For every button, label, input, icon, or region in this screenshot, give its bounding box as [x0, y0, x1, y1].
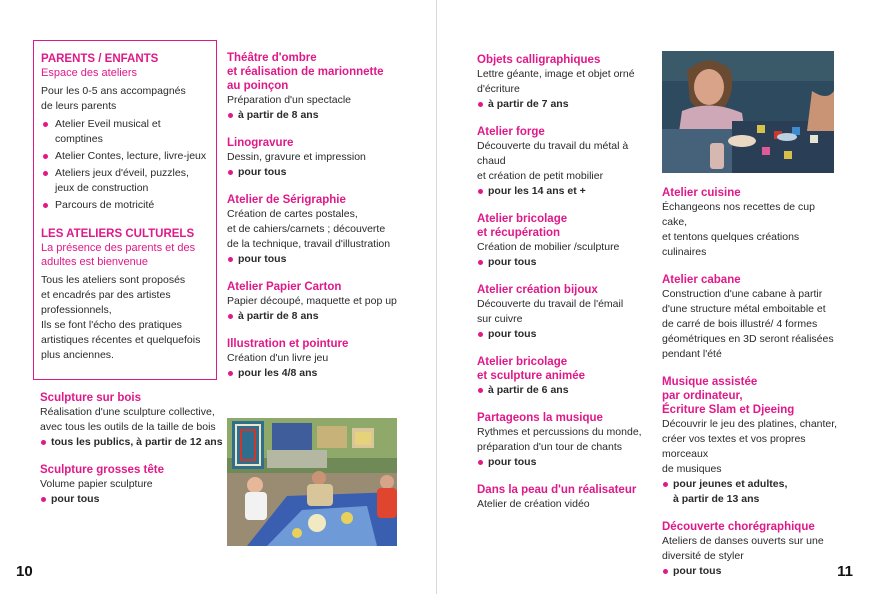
intro-line: Pour les 0-5 ans accompagnés [41, 85, 186, 97]
subtitle-line: adultes est bienvenue [41, 256, 149, 268]
workshop-title: Atelier cuisine [662, 187, 741, 199]
workshop-crafts-photo [662, 51, 834, 173]
text-line: et encadrés par des artistes [41, 289, 171, 301]
page-number-right: 11 [837, 563, 853, 580]
workshop-audience: à partir de 7 ans [477, 97, 657, 112]
workshop-audience: pour tous [477, 455, 657, 470]
workshop-title: et réalisation de marionnette [227, 66, 384, 78]
workshop-description: avec tous les outils de la taille de bois [40, 421, 216, 433]
workshop-title: Découverte chorégraphique [662, 521, 815, 533]
workshop-item [40, 463, 225, 507]
workshop-item [40, 391, 225, 450]
list-item: Atelier Eveil musical et comptines [41, 117, 209, 147]
workshop-audience: pour tous [227, 165, 427, 180]
workshop-title: Objets calligraphiques [477, 54, 601, 66]
workshop-description: Atelier de création vidéo [477, 498, 590, 510]
workshop-title: Illustration et pointure [227, 338, 349, 350]
workshop-description: Création de mobilier /sculpture [477, 241, 620, 253]
workshop-title: par ordinateur, [662, 390, 743, 402]
workshop-title: Musique assistée [662, 376, 758, 388]
workshop-audience: à partir de 8 ans [227, 309, 427, 324]
workshop-item [227, 337, 427, 381]
workshop-item [477, 411, 657, 470]
list-item: Atelier Contes, lecture, livre-jeux [41, 149, 209, 164]
page-number-left: 10 [16, 563, 33, 580]
text-line: artistiques récentes et quelquefois [41, 334, 201, 346]
workshop-description: Volume papier sculpture [40, 478, 153, 490]
left-page [0, 0, 436, 594]
workshop-title: Partageons la musique [477, 412, 603, 424]
workshop-description: Découverte du travail du métal à chaud [477, 140, 629, 167]
workshop-description: préparation d'un tour de chants [477, 441, 623, 453]
right-column-2 [662, 186, 842, 592]
workshop-title: Atelier création bijoux [477, 284, 598, 296]
workshop-description: sur cuivre [477, 313, 523, 325]
workshop-description: Réalisation d'une sculpture collective, [40, 406, 215, 418]
parents-subtitle: Espace des ateliers [41, 67, 137, 79]
list-item-text: jeux de construction [55, 182, 149, 194]
workshop-title: au poinçon [227, 80, 289, 92]
workshop-description: d'écriture [477, 83, 520, 95]
workshop-description: de musiques [662, 463, 722, 475]
left-column-2 [227, 51, 427, 394]
workshop-description: diversité de styler [662, 550, 744, 562]
workshop-audience: tous les publics, à partir de 12 ans [40, 435, 225, 450]
workshop-description: pendant l'été [662, 348, 722, 360]
right-page [437, 0, 873, 594]
workshop-item [477, 53, 657, 112]
cultural-text [41, 273, 209, 363]
workshop-description: et tentons quelques créations culinaires [662, 231, 800, 258]
workshop-description: Échangeons nos recettes de cup cake, [662, 201, 815, 228]
workshop-audience: à partir de 6 ans [477, 383, 657, 398]
text-line: Ils se font l'écho des pratiques [41, 319, 182, 331]
parents-list [41, 117, 209, 213]
workshop-title: Atelier forge [477, 126, 545, 138]
workshop-description: géométriques en 3D seront réalisées [662, 333, 834, 345]
workshop-title: Atelier bricolage [477, 213, 568, 225]
workshop-title: Linogravure [227, 137, 294, 149]
workshop-title: Dans la peau d'un réalisateur [477, 484, 637, 496]
cultural-subtitle [41, 241, 209, 269]
workshop-audience: pour jeunes et adultes, [662, 477, 842, 492]
painting-photo-image [227, 418, 397, 546]
workshop-description: Rythmes et percussions du monde, [477, 426, 642, 438]
workshop-item [477, 483, 657, 512]
workshop-title: Écriture Slam et Djeeing [662, 404, 795, 416]
parents-intro [41, 84, 209, 114]
workshop-item [662, 520, 842, 579]
text-line: plus anciennes. [41, 349, 114, 361]
workshop-audience: pour tous [227, 252, 427, 267]
workshop-description: Découvrir le jeu des platines, chanter, [662, 418, 838, 430]
workshop-item [477, 125, 657, 199]
workshop-item [227, 193, 427, 267]
workshop-description: Construction d'une cabane à partir [662, 288, 823, 300]
subtitle-line: La présence des parents et des [41, 242, 196, 254]
workshop-item [227, 51, 427, 123]
workshop-item [227, 280, 427, 324]
crafts-photo-image [662, 51, 834, 173]
right-column-1 [477, 53, 657, 525]
workshop-audience: pour tous [662, 564, 842, 579]
workshop-title: Sculpture sur bois [40, 392, 141, 404]
workshop-item [227, 136, 427, 180]
left-column-1 [40, 391, 225, 520]
workshop-title: et récupération [477, 227, 561, 239]
workshop-painting-photo [227, 418, 397, 546]
list-item-text: Ateliers jeux d'éveil, puzzles, [55, 167, 189, 179]
parents-title: PARENTS / ENFANTS [41, 53, 159, 65]
workshop-audience: pour tous [40, 492, 225, 507]
workshop-description: Papier découpé, maquette et pop up [227, 295, 397, 307]
workshop-item [662, 273, 842, 362]
workshop-item [477, 283, 657, 342]
workshop-description: Création de cartes postales, [227, 208, 358, 220]
workshop-title: Atelier de Sérigraphie [227, 194, 346, 206]
workshop-item [477, 212, 657, 270]
text-line: professionnels, [41, 304, 112, 316]
workshop-title: Atelier cabane [662, 274, 741, 286]
workshop-description: Ateliers de danses ouverts sur une [662, 535, 824, 547]
workshop-description: de la technique, travail d'illustration [227, 238, 391, 250]
workshop-description: Découverte du travail de l'émail [477, 298, 624, 310]
workshop-description: de carré de bois illustré/ 4 formes [662, 318, 818, 330]
parents-enfants-box [33, 40, 217, 380]
workshop-audience: pour les 4/8 ans [227, 366, 427, 381]
workshop-item [662, 186, 842, 260]
cultural-title: LES ATELIERS CULTURELS [41, 228, 195, 240]
workshop-description: Préparation d'un spectacle [227, 94, 352, 106]
workshop-title: et sculpture animée [477, 370, 586, 382]
workshop-title: Théâtre d'ombre [227, 52, 317, 64]
workshop-description: Création d'un livre jeu [227, 352, 329, 364]
workshop-title: Atelier Papier Carton [227, 281, 342, 293]
workshop-description: créer vos textes et vos propres morceaux [662, 433, 806, 460]
list-item [41, 166, 209, 196]
text-line: Tous les ateliers sont proposés [41, 274, 186, 286]
list-item: Parcours de motricité [41, 198, 209, 213]
workshop-audience: pour tous [477, 255, 657, 270]
workshop-description: Lettre géante, image et objet orné [477, 68, 635, 80]
workshop-audience-extra: à partir de 13 ans [673, 493, 760, 505]
workshop-audience: à partir de 8 ans [227, 108, 427, 123]
workshop-audience: pour les 14 ans et + [477, 184, 657, 199]
workshop-title: Sculpture grosses tête [40, 464, 164, 476]
workshop-description: et création de petit mobilier [477, 170, 604, 182]
intro-line: de leurs parents [41, 100, 117, 112]
workshop-description: Dessin, gravure et impression [227, 151, 366, 163]
workshop-description: d'une structure métal emboitable et [662, 303, 826, 315]
workshop-item [477, 355, 657, 398]
workshop-description: et de cahiers/carnets ; découverte [227, 223, 386, 235]
workshop-item [662, 375, 842, 507]
workshop-audience: pour tous [477, 327, 657, 342]
workshop-title: Atelier bricolage [477, 356, 568, 368]
